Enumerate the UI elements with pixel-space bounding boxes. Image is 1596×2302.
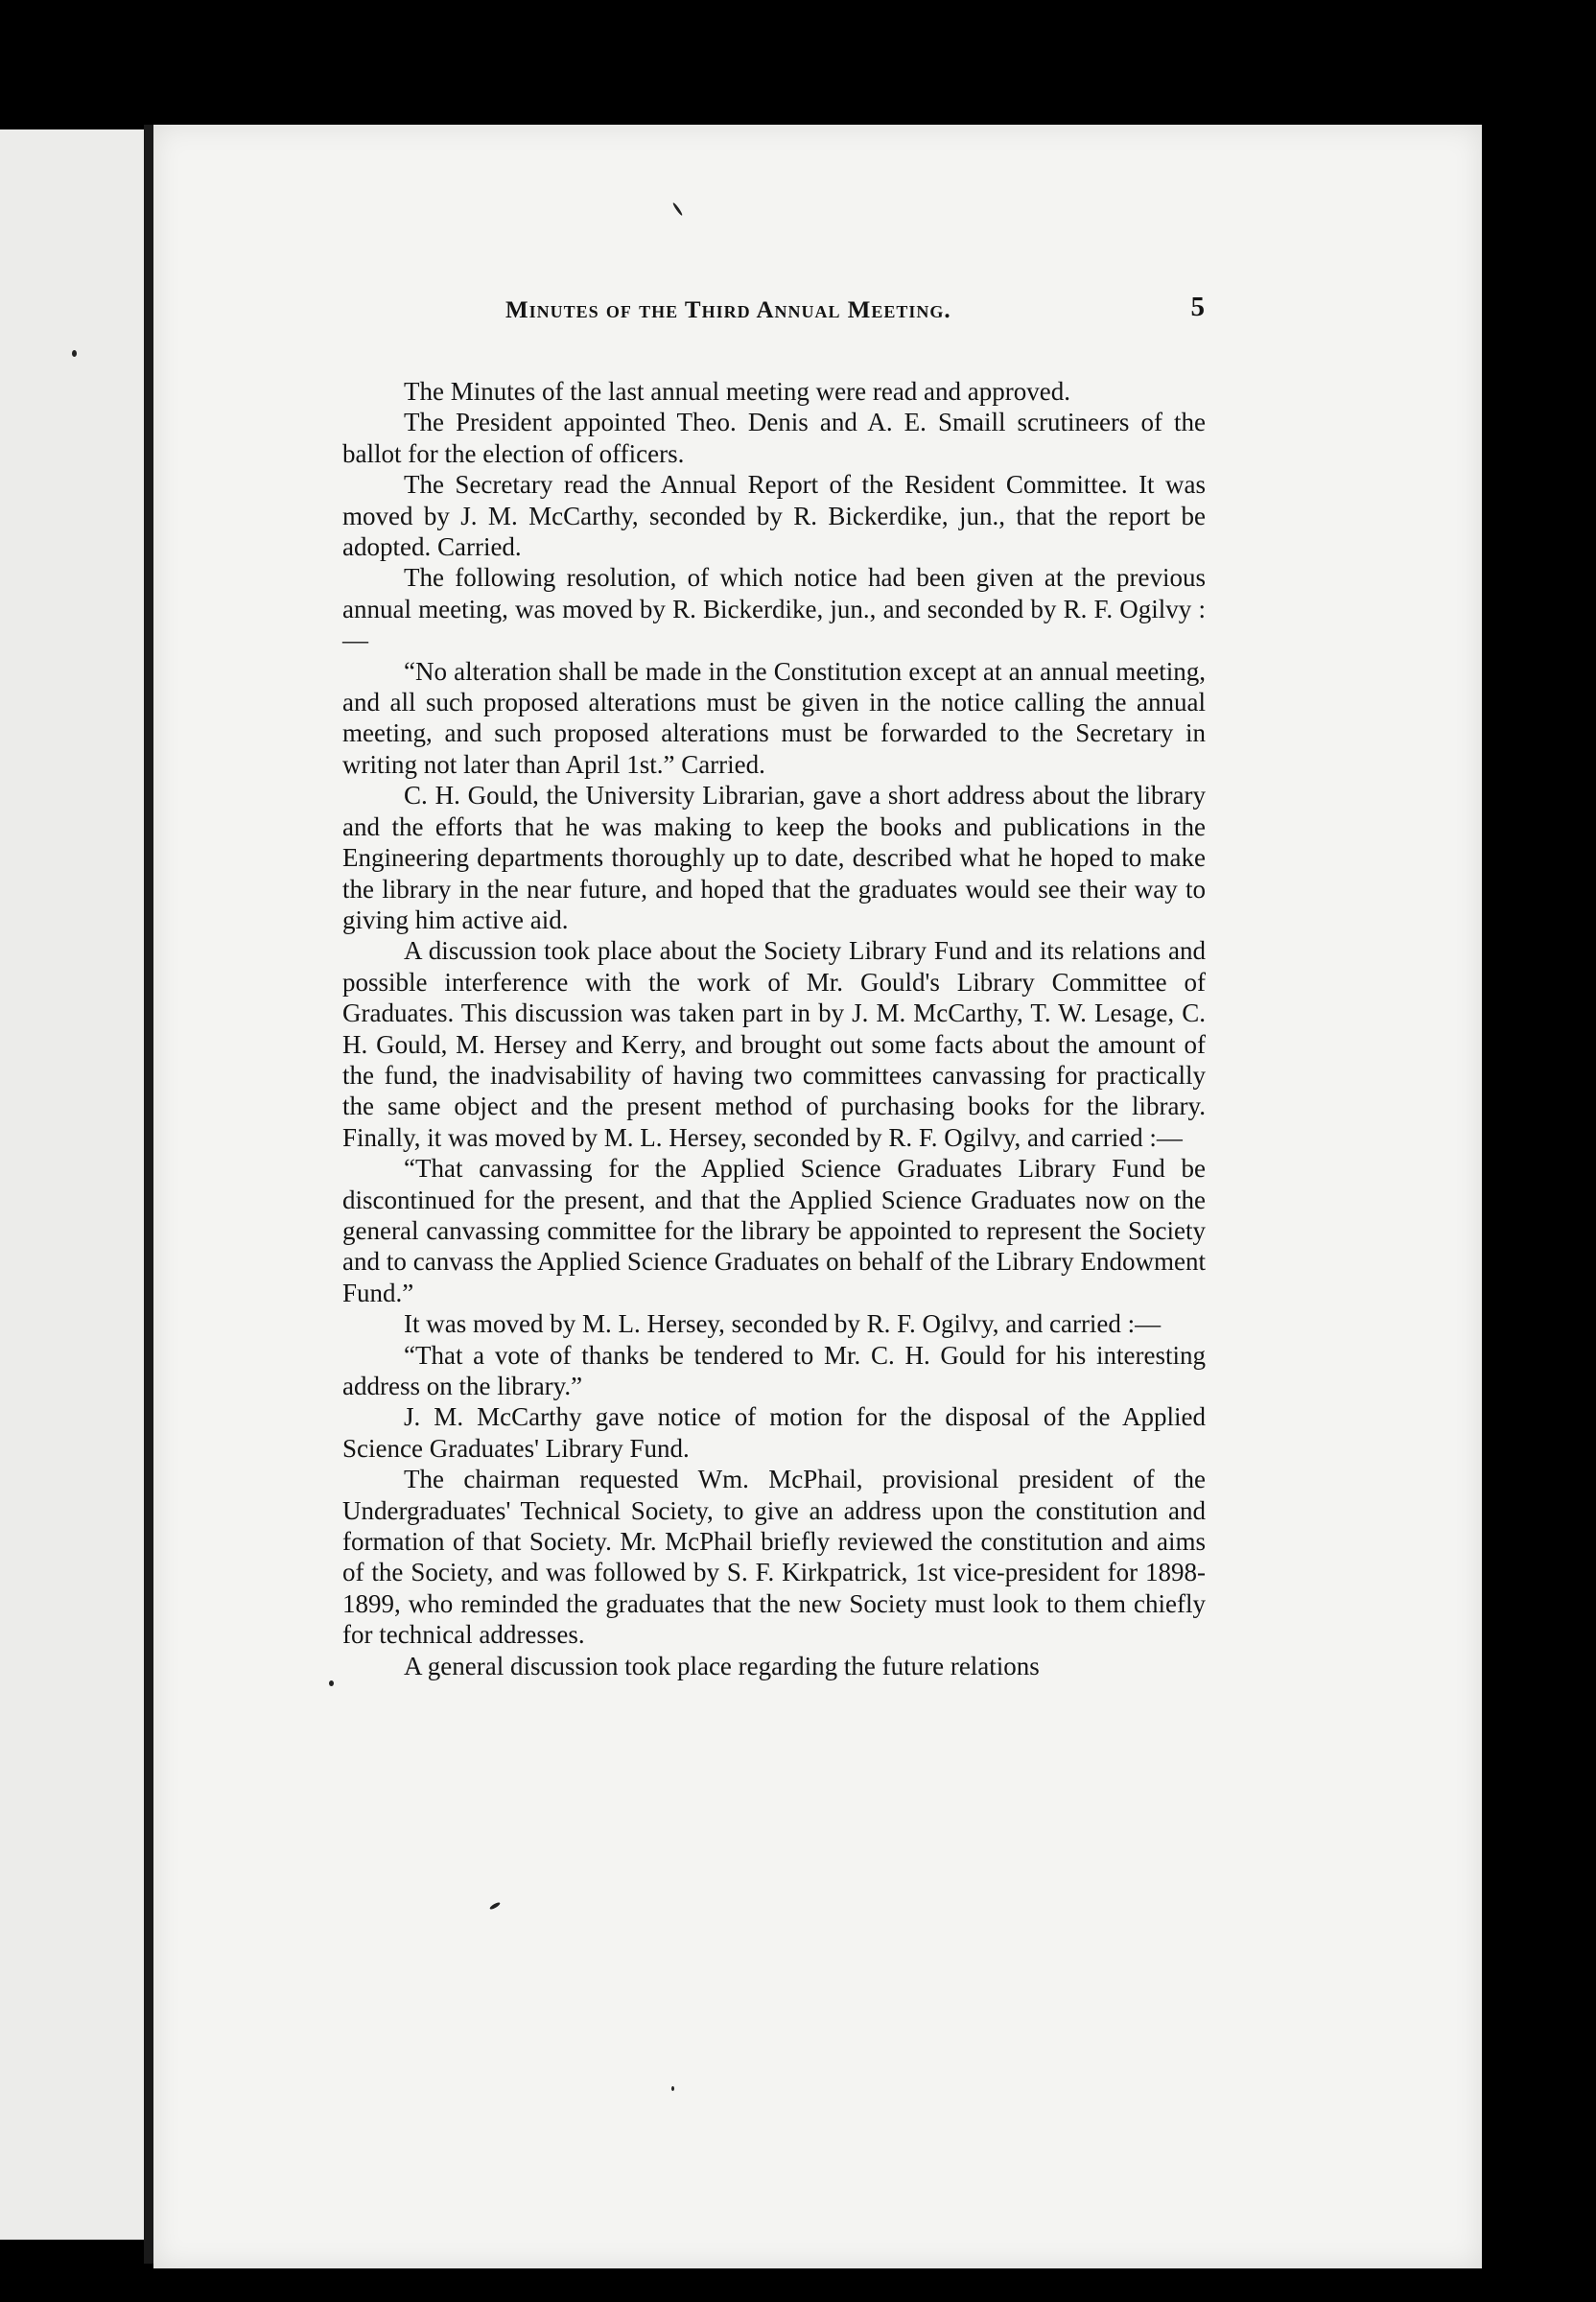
paragraph-annual-report: The Secretary read the Annual Report of the Resident Committee. It was moved by J. M. McCarthy, seconded by R. Bickerdike, jun., that the report be adopted. Carried.	[342, 470, 1206, 562]
paragraph-minutes-approved: The Minutes of the last annual meeting were read and approved.	[404, 377, 1070, 406]
quote-vote-of-thanks: “That a vote of thanks be tendered to Mr. C. H. Gould for his interesting address on the library.”	[342, 1340, 1206, 1400]
speck	[671, 2086, 674, 2091]
previous-page-edge	[0, 129, 144, 2240]
paragraph-general-discussion: A general discussion took place regarding the future relations	[404, 1651, 1040, 1680]
speck	[72, 350, 77, 357]
running-title: Minutes of the Third Annual Meeting.	[505, 297, 951, 323]
paragraph-library-fund-discussion: A discussion took place about the Society Library Fund and its relations and possible interference with the work of Mr. Gould's Library Committee of Graduates. This discussion was taken part in by J. M. McCarthy, T. W. Lesage, C. H. Gould, M. Hersey and Kerry, and brought out some facts about the amount of the fund, the inadvisability of having two committees canvassing for practically the same object and the present method of purchasing books for the library. Finally, it was moved by M. L. Hersey, seconded by R. F. Ogilvy, and carried :—	[342, 936, 1206, 1152]
speck	[329, 1680, 334, 1686]
quote-canvassing-resolution: “That canvassing for the Applied Science Graduates Library Fund be discontinued for the present, and that the Applied Science Graduates now on the general canvassing committee for the library be appointed to represent the Society and to canvass the Applied Science Graduates on behalf of the Library Endowment Fund.”	[342, 1154, 1206, 1307]
paragraph-resolution-intro: The following resolution, of which notice had been given at the previous annual meeting, was moved by R. Bickerdike, jun., and seconded by R. F. Ogilvy :—	[342, 563, 1206, 655]
paragraph-technical-society: The chairman requested Wm. McPhail, provisional president of the Undergraduates' Technical Society, to give an address upon the constitution and formation of that Society. Mr. McPhail briefly reviewed the constitution and aims of the Society, and was followed by S. F. Kirkpatrick, 1st vice-president for 1898-1899, who reminded the graduates that the new Society must look to them chiefly for technical addresses.	[342, 1465, 1206, 1650]
page-text	[342, 288, 1206, 1681]
paragraph-librarian-address: C. H. Gould, the University Librarian, gave a short address about the library and the efforts that he was making to keep the books and publications in the Engineering departments thoroughly up to date, described what he hoped to make the library in the near future, and hoped that the graduates would see their way to giving him active aid.	[342, 781, 1206, 934]
running-head	[342, 288, 1206, 338]
quote-constitution-alteration: “No alteration shall be made in the Constitution except at an annual meeting, and all such proposed alterations must be given in the notice calling the annual meeting, and such proposed alterations must be forwarded to the Secretary in writing not later than April 1st.” Carried.	[342, 656, 1206, 779]
paragraph-scrutineers: The President appointed Theo. Denis and A. E. Smaill scrutineers of the ballot for the election of officers.	[342, 408, 1206, 468]
page-number: 5	[1190, 292, 1206, 322]
paragraph-notice-of-motion: J. M. McCarthy gave notice of motion for the disposal of the Applied Science Graduates' Library Fund.	[342, 1402, 1206, 1463]
paragraph-vote-of-thanks-motion: It was moved by M. L. Hersey, seconded by R. F. Ogilvy, and carried :—	[404, 1309, 1162, 1339]
book-spine	[144, 125, 153, 2264]
